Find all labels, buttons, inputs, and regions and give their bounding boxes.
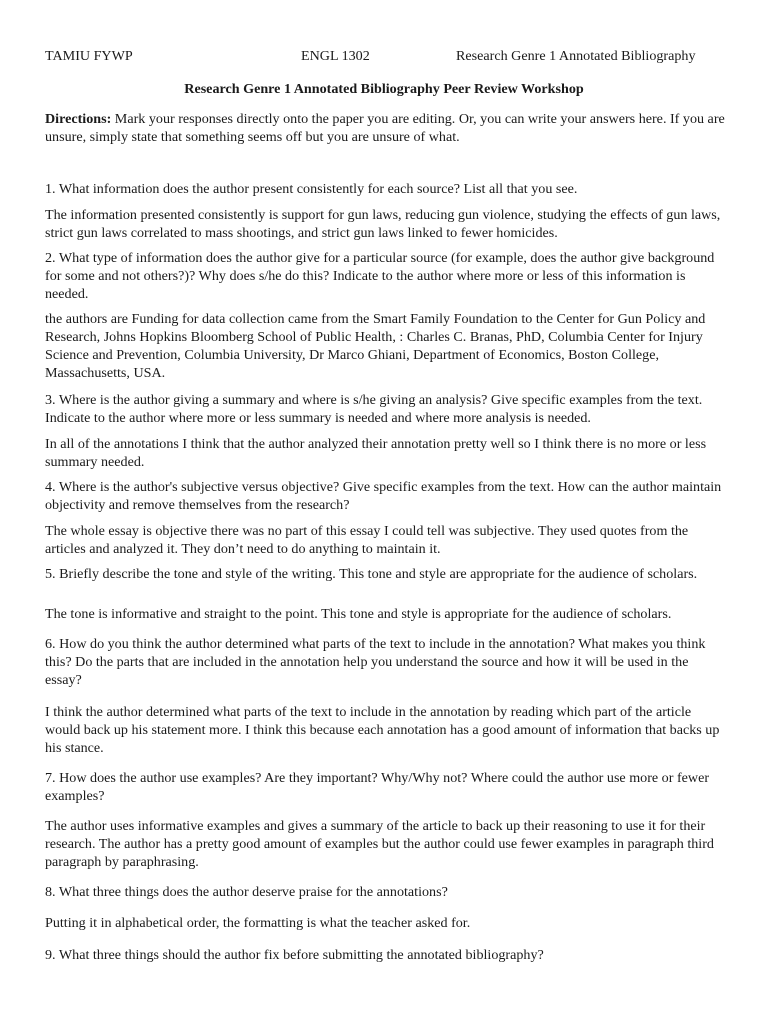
question-7: 7. How does the author use examples? Are they important? Why/Why not? Where could the author use more or fewer examples? [45, 770, 710, 804]
answer-2: the authors are Funding for data collection came from the Smart Family Foundation to the Center for Gun Policy and Research, Johns Hopkins Bloomberg School of Public Health, : Charles C. Branas, PhD, Columbia Center for Injury Science and Prevention, Columbia University, Dr Marco Ghiani, Department of Economics, Boston College, Massachusetts, USA. [45, 311, 706, 381]
page-header [45, 47, 725, 65]
question-1: 1. What information does the author present consistently for each source? List all that you see. [45, 181, 578, 197]
question-6: 6. How do you think the author determined what parts of the text to include in the annotation? What makes you think this? Do the parts that are included in the annotation help you understand the source and how it will be used in the essay? [45, 636, 706, 688]
answer-5: The tone is informative and straight to the point. This tone and style is appropriate for the audience of scholars. [45, 606, 672, 622]
header-course: ENGL 1302 [301, 48, 370, 64]
answer-7: The author uses informative examples and gives a summary of the article to back up their reasoning to use it for their research. The author has a pretty good amount of examples but the author could use fewer examples in paragraph third paragraph by paraphrasing. [45, 818, 714, 870]
question-5: 5. Briefly describe the tone and style of the writing. This tone and style are appropriate for the audience of scholars. [45, 566, 698, 582]
question-2: 2. What type of information does the author give for a particular source (for example, does the author give background for some and not others?)? Why does s/he do this? Indicate to the author where more or less of this information is needed. [45, 250, 715, 302]
page-title: Research Genre 1 Annotated Bibliography Peer Review Workshop [184, 81, 584, 97]
question-4: 4. Where is the author's subjective versus objective? Give specific examples from the text. How can the author maintain objectivity and remove themselves from the research? [45, 479, 722, 513]
answer-1: The information presented consistently is support for gun laws, reducing gun violence, studying the effects of gun laws, strict gun laws correlated to mass shootings, and strict gun laws linked to fewer homicides. [45, 207, 721, 241]
answer-3: In all of the annotations I think that the author analyzed their annotation pretty well so I think there is no more or less summary needed. [45, 436, 707, 470]
question-3: 3. Where is the author giving a summary and where is s/he giving an analysis? Give specific examples from the text. Indicate to the author where more or less summary is needed and where more analysis is needed. [45, 392, 703, 426]
directions [45, 110, 725, 146]
header-left: TAMIU FYWP [45, 48, 133, 64]
directions-text: Mark your responses directly onto the paper you are editing. Or, you can write your answers here. If you are unsure, simply state that something seems off but you are unsure of what. [45, 111, 725, 145]
answer-6: I think the author determined what parts of the text to include in the annotation by reading which part of the article would back up his statement more. I think this because each annotation has a good amount of information that backs up his stance. [45, 704, 720, 756]
answer-4: The whole essay is objective there was no part of this essay I could tell was subjective. They used quotes from the articles and analyzed it. They don’t need to do anything to maintain it. [45, 523, 689, 557]
header-right: Research Genre 1 Annotated Bibliography [456, 48, 696, 64]
question-8: 8. What three things does the author deserve praise for the annotations? [45, 884, 448, 900]
answer-8: Putting it in alphabetical order, the formatting is what the teacher asked for. [45, 915, 471, 931]
directions-label: Directions: [45, 111, 112, 127]
question-9: 9. What three things should the author fix before submitting the annotated bibliography? [45, 947, 544, 963]
